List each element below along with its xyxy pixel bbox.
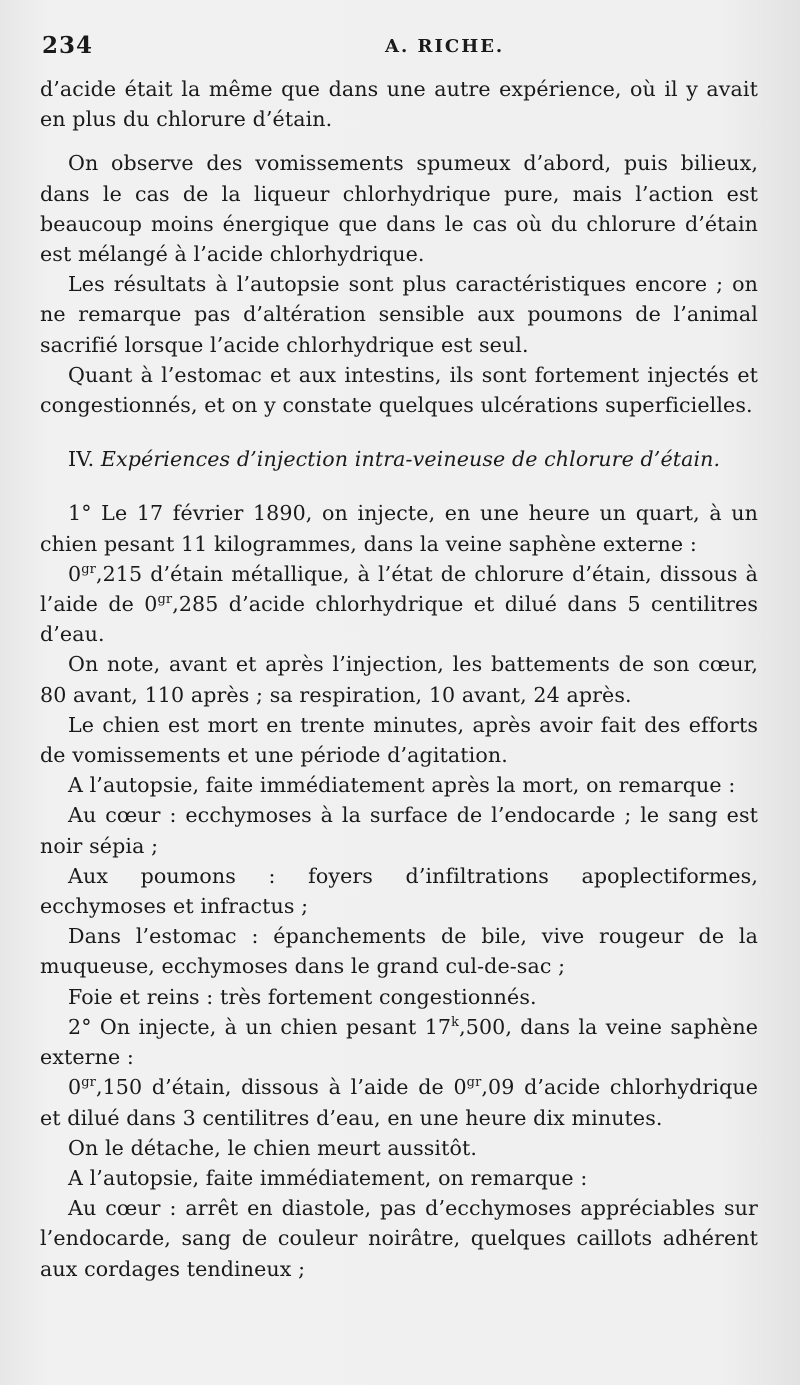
body-text — [40, 74, 758, 1284]
section-numeral: IV. — [68, 447, 95, 472]
unit-superscript: gr — [157, 592, 173, 608]
unit-superscript: k — [451, 1014, 460, 1030]
paragraph-battements: On note, avant et après l’injection, les battements de son cœur, 80 avant, 110 après ; sa respiration, 10 avant, 24 après. — [40, 652, 758, 707]
unit-superscript: gr — [81, 561, 96, 577]
dose-text: ,285 d’acide chlorhydrique et dilué dans 5 centilitres d’eau. — [40, 592, 758, 647]
paragraph-experience-1: 1° Le 17 février 1890, on injecte, en une heure un quart, à un chien pesant 11 kilogrammes, dans la veine saphène externe : — [40, 501, 758, 556]
dose-text: ,09 d’acide chlorhydrique et dilué dans 3 centilitres d’eau, en une heure dix minutes. — [40, 1075, 758, 1130]
page-header — [40, 32, 760, 66]
paragraph-estomac-intestins: Quant à l’estomac et aux intestins, ils sont fortement injectés et congestionnés, et on y constate quelques ulcérations superficielles. — [40, 362, 758, 418]
paragraph-mort: Le chien est mort en trente minutes, après avoir fait des efforts de vomissements et une période d’agitation. — [40, 712, 758, 768]
unit-superscript: gr — [466, 1075, 482, 1091]
dose-text: ,150 d’étain, dissous à l’aide de 0 — [95, 1075, 467, 1100]
paragraph-poumons: Aux poumons : foyers d’infiltrations apoplectiformes, ecchymoses et infractus ; — [40, 863, 758, 919]
dose-value: 0 — [68, 561, 82, 586]
paragraph-dose-1 — [40, 559, 758, 650]
page-number: 234 — [42, 32, 94, 59]
paragraph-coeur-2: Au cœur : arrêt en diastole, pas d’ecchymoses appréciables sur l’endocarde, sang de couleur noirâtre, quelques caillots adhérent aux cordages tendineux ; — [40, 1196, 758, 1281]
paragraph-vomissements: On observe des vomissements spumeux d’abord, puis bilieux, dans le cas de la liqueur chlorhydrique pure, mais l’action est beaucoup moins énergique que dans le cas où du chlorure d’étain est mélangé à l’acide chlorhydrique. — [40, 151, 758, 267]
section-title: Expériences d’injection intra-veineuse de chlorure d’étain. — [100, 447, 721, 472]
paragraph-experience-2 — [40, 1012, 758, 1072]
paragraph-coeur-1: Au cœur : ecchymoses à la surface de l’endocarde ; le sang est noir sépia ; — [40, 803, 758, 858]
dose-text: ,215 d’étain métallique, à l’état de chlorure d’étain, dissous à l’aide de 0 — [40, 561, 758, 617]
experience-text: 2° On injecte, à un chien pesant 17 — [68, 1014, 452, 1039]
experience-text: ,500, dans la veine saphène externe : — [40, 1014, 758, 1070]
paragraph-foie-reins: Foie et reins : très fortement congestionnés. — [68, 984, 537, 1009]
dose-value: 0 — [68, 1075, 82, 1100]
paragraph-detache: On le détache, le chien meurt aussitôt. — [68, 1135, 478, 1160]
running-head: A. RICHE. — [385, 36, 505, 57]
paragraph-continuation: d’acide était la même que dans une autre expérience, où il y avait en plus du chlorure d’étain. — [40, 77, 758, 132]
paragraph-resultats-autopsie: Les résultats à l’autopsie sont plus caractéristiques encore ; on ne remarque pas d’altération sensible aux poumons de l’animal sacrifié lorsque l’acide chlorhydrique est seul. — [40, 272, 758, 357]
unit-superscript: gr — [81, 1075, 96, 1091]
section-heading — [40, 444, 758, 474]
paragraph-dose-2 — [40, 1072, 758, 1132]
paragraph-autopsie-1: A l’autopsie, faite immédiatement après la mort, on remarque : — [68, 773, 736, 798]
paragraph-estomac: Dans l’estomac : épanchements de bile, vive rougeur de la muqueuse, ecchymoses dans le grand cul-de-sac ; — [40, 924, 758, 979]
paragraph-autopsie-2: A l’autopsie, faite immédiatement, on remarque : — [68, 1165, 588, 1190]
